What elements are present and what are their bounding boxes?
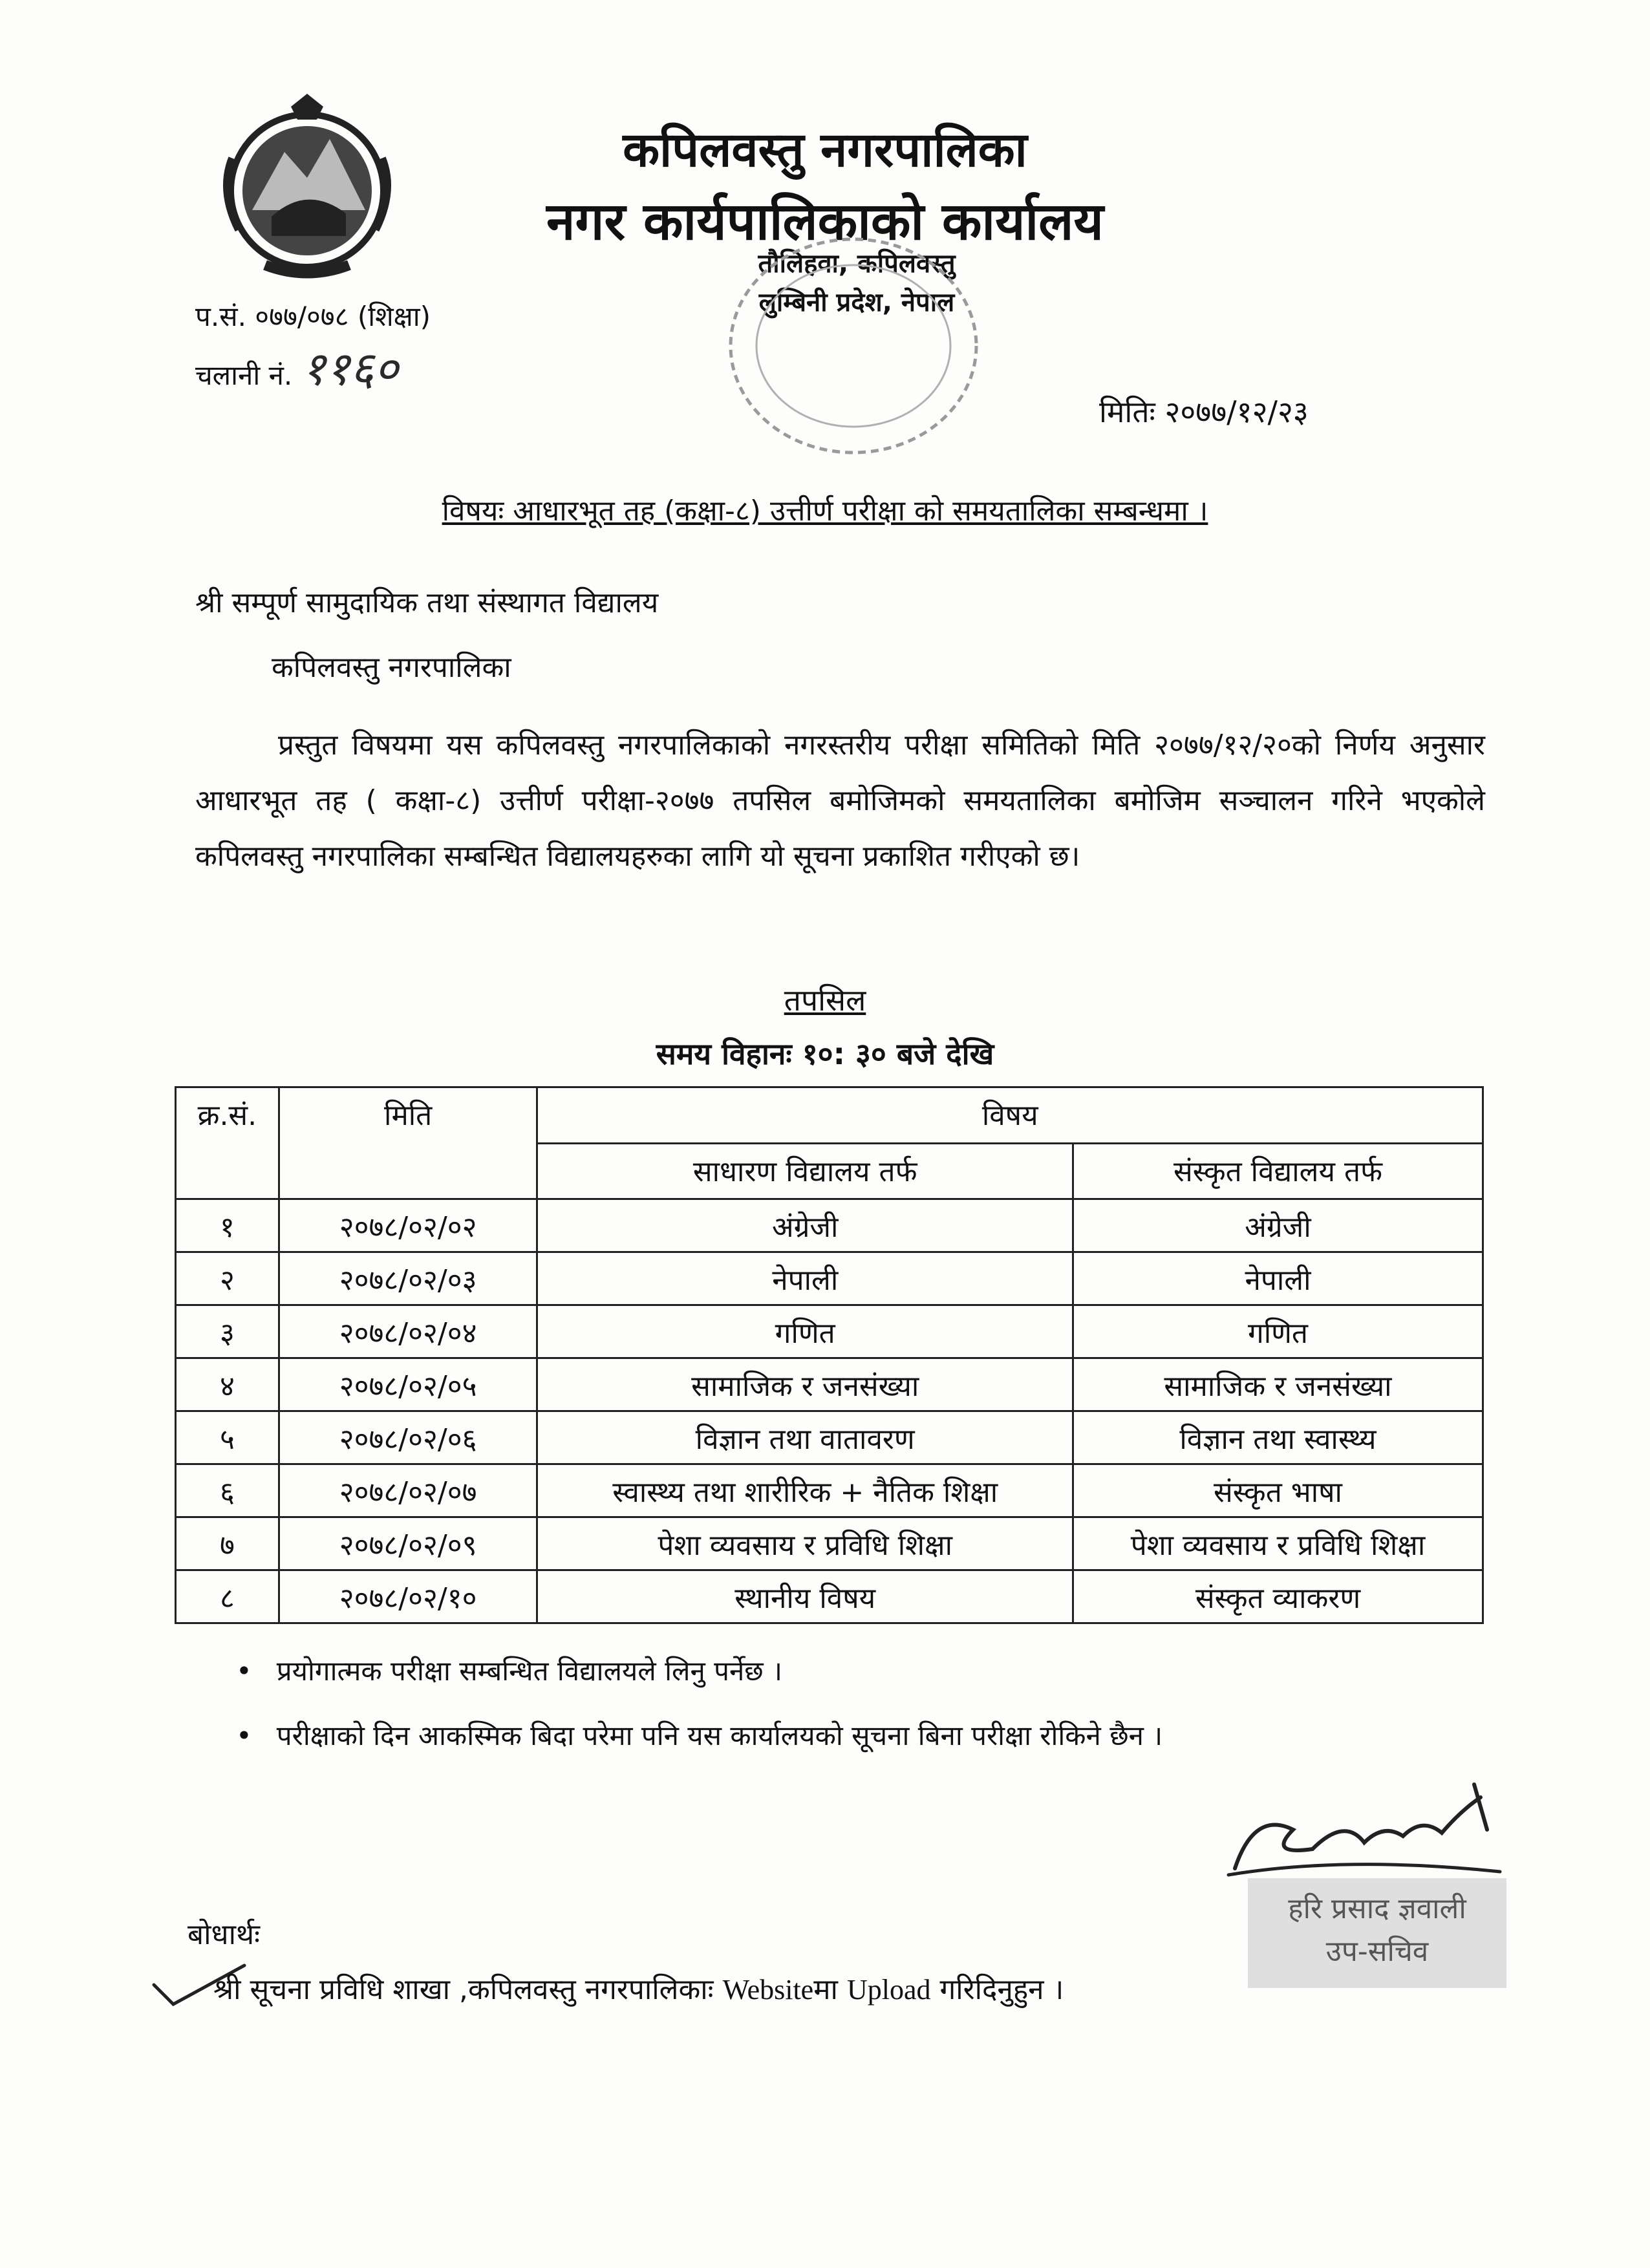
cc-ma: मा (813, 1973, 838, 2006)
cell-general: स्थानीय विषय (537, 1570, 1073, 1623)
cell-sn: ६ (176, 1464, 279, 1517)
challani-label: चलानी नं. (195, 359, 293, 391)
cell-general: गणित (537, 1305, 1073, 1358)
table-row (176, 1570, 1483, 1623)
table-row (176, 1464, 1483, 1517)
cell-date: २०७८/०२/०६ (279, 1411, 537, 1464)
table-row (176, 1252, 1483, 1305)
note-item: • परीक्षाको दिन आकस्मिक बिदा परेमा पनि यस कार्यालयको सूचना बिना परीक्षा रोकिने छैन । (236, 1704, 1162, 1768)
header-subject: विषय (537, 1087, 1483, 1144)
cell-sanskrit: नेपाली (1073, 1252, 1483, 1305)
cell-date: २०७८/०२/१० (279, 1570, 537, 1623)
cell-sanskrit: गणित (1073, 1305, 1483, 1358)
header-general: साधारण विद्यालय तर्फ (537, 1143, 1073, 1199)
cell-general: विज्ञान तथा वातावरण (537, 1411, 1073, 1464)
address-line-1: तौलिहवा, कपिलवस्तु (758, 249, 956, 279)
cc-end: गरिदिनुहुन । (939, 1973, 1064, 2006)
cell-general: स्वास्थ्य तथा शारीरिक + नैतिक शिक्षा (537, 1464, 1073, 1517)
schedule-time: समय विहानः १०: ३० बजे देखि (656, 1036, 994, 1071)
cell-sanskrit: सामाजिक र जनसंख्या (1073, 1358, 1483, 1411)
cc-label: बोधार्थः (188, 1918, 260, 1951)
letter-date: मितिः २०७७/१२/२३ (1099, 394, 1309, 429)
table-row (176, 1517, 1483, 1570)
cell-sanskrit: विज्ञान तथा स्वास्थ्य (1073, 1411, 1483, 1464)
addressee-line-2: कपिलवस्तु नगरपालिका (272, 651, 511, 684)
cell-date: २०७८/०२/०४ (279, 1305, 537, 1358)
cell-sn: ५ (176, 1411, 279, 1464)
table-row (176, 1358, 1483, 1411)
address-line-2: लुम्बिनी प्रदेश, नेपाल (758, 288, 955, 317)
reference-block (195, 291, 431, 401)
header-sanskrit: संस्कृत विद्यालय तर्फ (1073, 1143, 1483, 1199)
body-paragraph: प्रस्तुत विषयमा यस कपिलवस्तु नगरपालिकाको नगरस्तरीय परीक्षा समितिको मिति २०७७/१२/२०को निर्णय अनुसार आधारभूत तह ( कक्षा-८) उत्तीर्ण परीक्षा-२०७७ तपसिल बमोजिमको समयतालिका बमोजिम सञ्चालन गरिने भएकोले कपिलवस्तु नगरपालिका सम्बन्धित विद्यालयहरुका लागि यो सूचना प्रकाशित गरीएको छ। (195, 729, 1485, 873)
cc-line (213, 1969, 1064, 2007)
schedule-table (175, 1086, 1484, 1624)
cell-sn: २ (176, 1252, 279, 1305)
notes-list (236, 1639, 1162, 1768)
cell-sanskrit: अंग्रेजी (1073, 1199, 1483, 1252)
cell-sanskrit: संस्कृत व्याकरण (1073, 1570, 1483, 1623)
office-stamp-icon (714, 217, 992, 469)
cell-sn: ३ (176, 1305, 279, 1358)
subject-line: विषयः आधारभूत तह (कक्षा-८) उत्तीर्ण परीक्षा को समयतालिका सम्बन्धमा । (442, 495, 1208, 528)
cell-sanskrit: संस्कृत भाषा (1073, 1464, 1483, 1517)
cell-general: पेशा व्यवसाय र प्रविधि शिक्षा (537, 1517, 1073, 1570)
cell-general: नेपाली (537, 1252, 1073, 1305)
schedule-heading: तपसिल (784, 983, 866, 1018)
cell-general: सामाजिक र जनसंख्या (537, 1358, 1073, 1411)
cell-date: २०७८/०२/०९ (279, 1517, 537, 1570)
cell-date: २०७८/०२/०५ (279, 1358, 537, 1411)
note-item: • प्रयोगात्मक परीक्षा सम्बन्धित विद्यालयले लिनु पर्नेछ । (236, 1639, 1162, 1704)
table-row (176, 1305, 1483, 1358)
signatory-designation: उप-सचिव (1325, 1935, 1429, 1968)
challani-number: ११६० (301, 341, 398, 396)
cell-sn: ७ (176, 1517, 279, 1570)
challani-row (195, 343, 431, 401)
cell-date: २०७८/०२/०२ (279, 1199, 537, 1252)
cell-sn: ४ (176, 1358, 279, 1411)
office-name: नगर कार्यपालिकाको कार्यालय (546, 191, 1104, 251)
cell-date: २०७८/०२/०७ (279, 1464, 537, 1517)
cell-sn: १ (176, 1199, 279, 1252)
header-date: मिति (279, 1087, 537, 1199)
cc-website: Website (722, 1974, 814, 2006)
header-sn: क्र.सं. (176, 1087, 279, 1199)
cc-text: श्री सूचना प्रविधि शाखा ,कपिलवस्तु नगरपालिकाः (213, 1973, 714, 2006)
signatory-block (1248, 1888, 1506, 1973)
addressee-line-1: श्री सम्पूर्ण सामुदायिक तथा संस्थागत विद्यालय (195, 586, 659, 619)
addressee-block (195, 571, 658, 700)
cell-date: २०७८/०२/०३ (279, 1252, 537, 1305)
table-row (176, 1411, 1483, 1464)
signatory-name: हरि प्रसाद ज्ञवाली (1288, 1892, 1466, 1925)
letter-number: प.सं. ०७७/०७८ (शिक्षा) (195, 301, 431, 332)
municipality-name: कपिलवस्तु नगरपालिका (623, 122, 1027, 178)
table-row (176, 1199, 1483, 1252)
cell-sn: ८ (176, 1570, 279, 1623)
cc-upload: Upload (846, 1974, 931, 2006)
cell-sanskrit: पेशा व्यवसाय र प्रविधि शिक्षा (1073, 1517, 1483, 1570)
cell-general: अंग्रेजी (537, 1199, 1073, 1252)
